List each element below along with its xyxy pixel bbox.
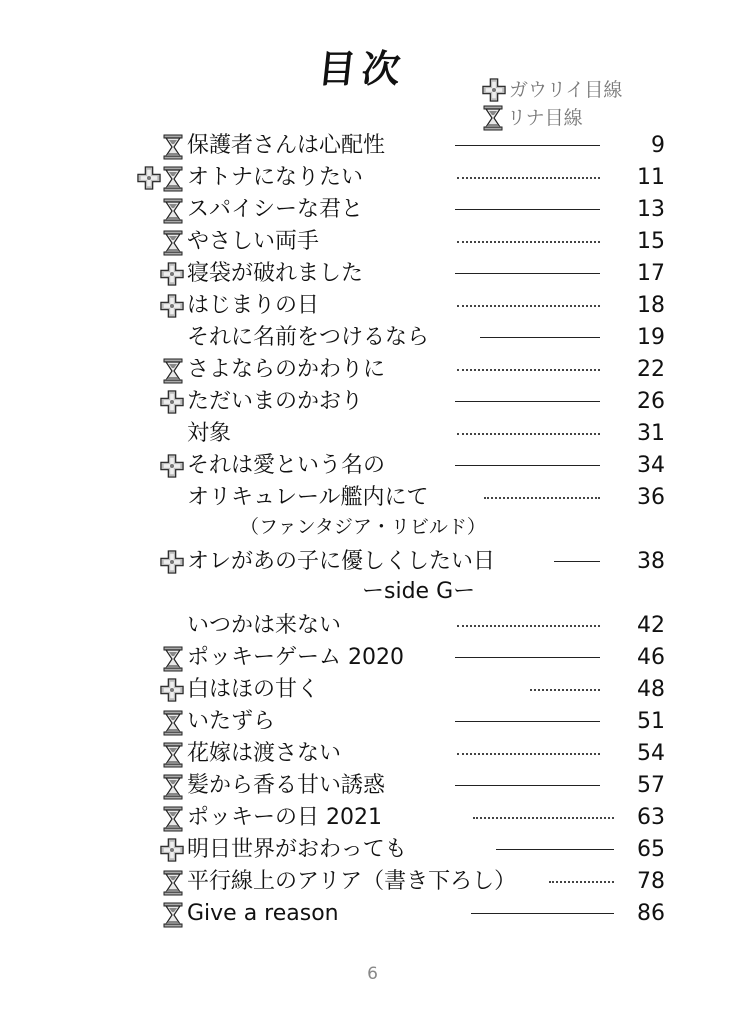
- subtitle-olicular: （ファンタジア・リビルド）: [240, 516, 486, 538]
- leader-line: [530, 689, 600, 691]
- hourglass-icon: [162, 646, 184, 672]
- entry-page: 86: [637, 901, 665, 926]
- entry-title: はじまりの日: [187, 293, 320, 318]
- cross-icon: [137, 166, 161, 190]
- toc-entry: [0, 482, 745, 514]
- entry-page: 63: [637, 805, 665, 830]
- entry-title: オレがあの子に優しくしたい日: [187, 549, 496, 574]
- entry-title: 寝袋が破れました: [187, 261, 364, 286]
- leader-line: [455, 209, 600, 210]
- hourglass-icon: [162, 134, 184, 160]
- cross-icon: [160, 262, 184, 286]
- cross-icon: [160, 678, 184, 702]
- hourglass-icon: [162, 358, 184, 384]
- entry-page: 51: [637, 709, 665, 734]
- entry-page: 57: [637, 773, 665, 798]
- toc-entry: [0, 322, 745, 354]
- entry-title: オリキュレール艦内にて: [187, 485, 429, 510]
- leader-line: [455, 465, 600, 466]
- leader-line: [457, 753, 600, 755]
- leader-line: [455, 785, 600, 786]
- entry-title: ポッキーの日 2021: [187, 805, 382, 830]
- toc-entry: [0, 130, 745, 162]
- leader-line: [455, 721, 600, 722]
- entry-title: 平行線上のアリア（書き下ろし）: [187, 869, 517, 894]
- toc-entry: [0, 770, 745, 802]
- entry-page: 19: [637, 325, 665, 350]
- leader-line: [457, 369, 600, 371]
- entry-title: ただいまのかおり: [187, 389, 364, 414]
- leader-line: [455, 145, 600, 146]
- entry-page: 17: [637, 261, 665, 286]
- toc-entry: [0, 450, 745, 482]
- toc-entry: [0, 674, 745, 706]
- entry-page: 65: [637, 837, 665, 862]
- hourglass-icon: [162, 902, 184, 928]
- leader-line: [480, 337, 600, 338]
- hourglass-icon: [162, 230, 184, 256]
- hourglass-icon: [162, 710, 184, 736]
- leader-line: [496, 849, 614, 850]
- page-number: 6: [367, 964, 378, 984]
- toc-entry: [0, 866, 745, 898]
- hourglass-icon: [162, 806, 184, 832]
- toc-entry: [0, 226, 745, 258]
- toc-entry: [0, 706, 745, 738]
- entry-page: 26: [637, 389, 665, 414]
- entry-page: 42: [637, 613, 665, 638]
- entry-title: 髪から香る甘い誘惑: [187, 773, 386, 798]
- toc-entry: [0, 386, 745, 418]
- entry-title: Give a reason: [187, 901, 339, 926]
- hourglass-icon: [162, 774, 184, 800]
- leader-line: [471, 913, 614, 914]
- entry-page: 78: [637, 869, 665, 894]
- entry-title: 白はほの甘く: [187, 677, 320, 702]
- cross-icon: [160, 454, 184, 478]
- leader-line: [455, 657, 600, 658]
- entry-page: 48: [637, 677, 665, 702]
- cross-icon: [160, 550, 184, 574]
- entry-title: 対象: [187, 421, 232, 446]
- entry-page: 9: [651, 133, 665, 158]
- toc-entry: [0, 290, 745, 322]
- toc-entry: [0, 642, 745, 674]
- entry-title: やさしい両手: [187, 229, 320, 254]
- toc-entry: [0, 546, 745, 578]
- entry-page: 36: [637, 485, 665, 510]
- cross-icon: [160, 838, 184, 862]
- entry-title: それは愛という名の: [187, 453, 386, 478]
- entry-page: 54: [637, 741, 665, 766]
- entry-page: 46: [637, 645, 665, 670]
- leader-line: [484, 497, 600, 499]
- toc-entry: [0, 738, 745, 770]
- entry-page: 11: [637, 165, 665, 190]
- entry-page: 34: [637, 453, 665, 478]
- leader-line: [457, 305, 600, 307]
- entry-title: 花嫁は渡さない: [187, 741, 342, 766]
- toc-entry: [0, 898, 745, 930]
- leader-line: [473, 817, 614, 819]
- entry-title: さよならのかわりに: [187, 357, 386, 382]
- page-title: 目次: [315, 47, 409, 91]
- cross-icon: [160, 390, 184, 414]
- legend-lina-label: リナ目線: [507, 107, 583, 129]
- leader-line: [457, 625, 600, 627]
- leader-line: [455, 273, 600, 274]
- hourglass-icon: [162, 742, 184, 768]
- entry-title: オトナになりたい: [187, 165, 364, 190]
- entry-title: それに名前をつけるなら: [187, 325, 430, 350]
- toc-entry: [0, 834, 745, 866]
- cross-icon: [160, 294, 184, 318]
- toc-entry: [0, 162, 745, 194]
- entry-page: 38: [637, 549, 665, 574]
- toc-entry: [0, 418, 745, 450]
- entry-title: 保護者さんは心配性: [187, 133, 386, 158]
- entry-title: いつかは来ない: [187, 613, 342, 638]
- entry-page: 18: [637, 293, 665, 318]
- toc-entry: [0, 610, 745, 642]
- subtitle-side-g: ーside Gー: [362, 579, 476, 604]
- hourglass-icon: [162, 198, 184, 224]
- leader-line: [457, 433, 600, 435]
- toc-entry: [0, 258, 745, 290]
- entry-page: 15: [637, 229, 665, 254]
- toc-entry: [0, 354, 745, 386]
- entry-page: 22: [637, 357, 665, 382]
- leader-line: [554, 561, 600, 562]
- hourglass-icon: [162, 166, 184, 192]
- entry-title: ポッキーゲーム 2020: [187, 645, 404, 670]
- leader-line: [457, 177, 600, 179]
- entry-title: スパイシーな君と: [187, 197, 364, 222]
- legend-gaurii-label: ガウリイ目線: [509, 79, 623, 101]
- entry-page: 13: [637, 197, 665, 222]
- entry-title: 明日世界がおわっても: [187, 837, 407, 862]
- leader-line: [455, 401, 600, 402]
- leader-line: [457, 241, 600, 243]
- toc-entry: [0, 802, 745, 834]
- entry-page: 31: [637, 421, 665, 446]
- toc-entry: [0, 194, 745, 226]
- entry-title: いたずら: [187, 709, 276, 734]
- hourglass-icon: [162, 870, 184, 896]
